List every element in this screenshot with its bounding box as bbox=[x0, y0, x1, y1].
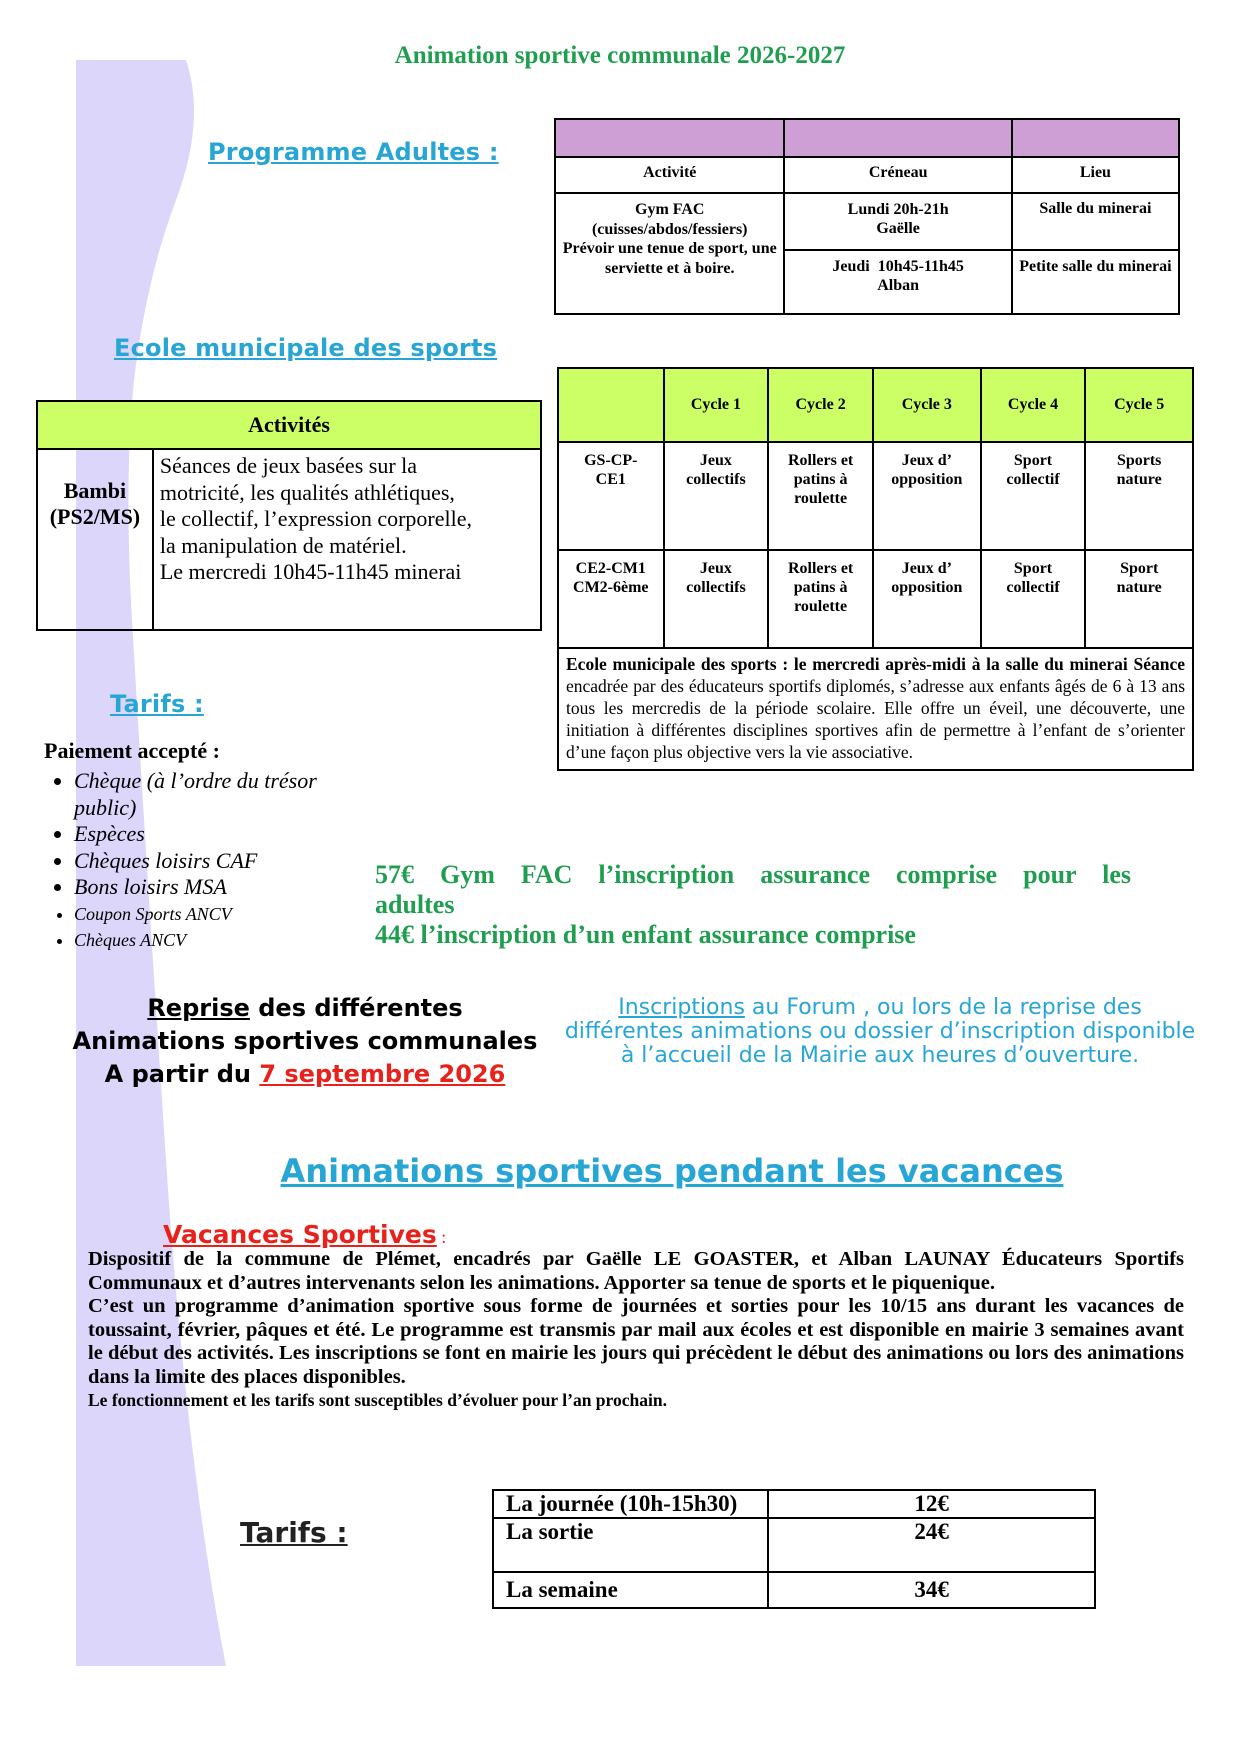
cycle-cell: Rollers et patins à roulette bbox=[768, 442, 873, 550]
tarif-label: La sortie bbox=[493, 1518, 768, 1572]
adults-slot-place: Salle du minerai bbox=[1012, 193, 1179, 250]
price-adult: 57€ Gym FAC l’inscription assurance comprise pour les bbox=[375, 860, 1131, 889]
adults-activity-detail: (cuisses/abdos/fessiers) bbox=[591, 220, 748, 238]
adults-table-color-row bbox=[555, 119, 1179, 157]
tarif-price: 12€ bbox=[768, 1490, 1095, 1518]
vacances-tarifs-table bbox=[492, 1489, 1096, 1609]
cycle-header: Cycle 1 bbox=[664, 368, 769, 442]
vacances-subtitle-text: Vacances Sportives bbox=[163, 1220, 437, 1249]
adults-heading: Programme Adultes : bbox=[208, 138, 499, 166]
activities-header: Activités bbox=[37, 401, 541, 449]
vacances-subtitle-colon: : bbox=[436, 1227, 447, 1247]
vacances-title: Animations sportives pendant les vacances bbox=[280, 1152, 1064, 1190]
tarif-row bbox=[493, 1518, 1095, 1572]
inscriptions-note bbox=[560, 996, 1200, 1068]
cycle-header: Cycle 4 bbox=[981, 368, 1086, 442]
payment-list bbox=[44, 738, 344, 954]
vacances-tarifs-label: Tarifs : bbox=[240, 1516, 348, 1549]
payment-method: • Espèces bbox=[74, 821, 344, 848]
resume-line2: Animations sportives communales bbox=[72, 1027, 538, 1055]
adults-slot-place: Petite salle du minerai bbox=[1012, 250, 1179, 314]
vacances-subtitle bbox=[163, 1220, 446, 1250]
cycle-header: Cycle 2 bbox=[768, 368, 873, 442]
cycles-corner bbox=[558, 368, 664, 442]
bambi-line: Le mercredi 10h45-11h45 minerai bbox=[159, 559, 462, 584]
cycle-cell: Sport collectif bbox=[981, 442, 1086, 550]
cycle-header: Cycle 5 bbox=[1085, 368, 1193, 442]
adults-table-row bbox=[555, 193, 1179, 250]
vacances-text bbox=[88, 1248, 1184, 1413]
payment-method: • Chèques ANCV bbox=[74, 927, 344, 954]
cycle-cell: Jeux collectifs bbox=[664, 550, 769, 648]
adults-slot-cell bbox=[784, 250, 1011, 314]
tarif-price: 24€ bbox=[768, 1518, 1095, 1572]
payment-method: • Chèque (à l’ordre du trésor public) bbox=[74, 768, 344, 821]
adults-table bbox=[554, 118, 1180, 315]
resume-word: Reprise bbox=[147, 994, 250, 1022]
cycles-row bbox=[558, 442, 1193, 550]
adults-header-creneau: Créneau bbox=[784, 157, 1011, 193]
tarif-row bbox=[493, 1490, 1095, 1518]
vacances-paragraph: C’est un programme d’animation sportive sous forme de journées et sorties pour les 10/15 ans durant les vacances de toussaint, février, pâques et été. Le programme est transmis par mail aux écoles et est disponible en mairie 3 semaines avant le début des activités. Les inscriptions se font en mairie les jours qui précèdent le début des animations ou lors des animations dans la limite des places disponibles. bbox=[88, 1295, 1184, 1388]
school-note-bold: Ecole municipale des sports : le mercredi après-midi à la salle du minerai Séance bbox=[566, 654, 1185, 674]
cycle-cell: Sport collectif bbox=[981, 550, 1086, 648]
resume-prefix: A partir du bbox=[104, 1060, 260, 1088]
adults-activity-name: Gym FAC bbox=[635, 201, 705, 218]
payment-label: Paiement accepté : bbox=[44, 738, 220, 763]
inscriptions-word: Inscriptions bbox=[618, 995, 745, 1020]
adults-table-header-row bbox=[555, 157, 1179, 193]
adults-slot-coach: Alban bbox=[877, 277, 920, 294]
bambi-label bbox=[37, 449, 153, 630]
cycle-cell: Jeux d’ opposition bbox=[873, 550, 981, 648]
activities-table bbox=[36, 400, 542, 631]
resume-block bbox=[60, 992, 550, 1091]
bambi-name: Bambi bbox=[63, 478, 127, 503]
cycles-row bbox=[558, 550, 1193, 648]
adults-activity-cell bbox=[555, 193, 784, 314]
adults-slot-time: Lundi 20h-21h bbox=[847, 201, 949, 218]
bambi-line: motricité, les qualités athlétiques, bbox=[159, 479, 455, 505]
price-child: 44€ l’inscription d’un enfant assurance comprise bbox=[375, 920, 916, 949]
adults-slot-cell bbox=[784, 193, 1011, 250]
cycle-header: Cycle 3 bbox=[873, 368, 981, 442]
cycle-cell: Sports nature bbox=[1085, 442, 1193, 550]
cycle-cell: Jeux collectifs bbox=[664, 442, 769, 550]
payment-method: • Chèques loisirs CAF bbox=[74, 848, 344, 875]
cycle-level: CE2-CM1 CM2-6ème bbox=[558, 550, 664, 648]
school-heading: Ecole municipale des sports bbox=[114, 334, 498, 362]
tarif-price: 34€ bbox=[768, 1572, 1095, 1608]
vacances-paragraph: Dispositif de la commune de Plémet, encadrés par Gaëlle LE GOASTER, et Alban LAUNAY Éducateurs Sportifs Communaux et d’autres intervenants selon les animations. Apporter sa tenue de sports et le piquenique. bbox=[88, 1248, 1184, 1294]
tarif-row bbox=[493, 1572, 1095, 1608]
tarifs-heading: Tarifs : bbox=[110, 690, 204, 718]
cycles-table bbox=[557, 367, 1194, 771]
bambi-line: Séances de jeux basées sur la bbox=[159, 453, 418, 478]
tarif-label: La semaine bbox=[493, 1572, 768, 1608]
cycle-cell: Rollers et patins à roulette bbox=[768, 550, 873, 648]
bambi-line: la manipulation de matériel. bbox=[159, 532, 407, 558]
adults-header-lieu: Lieu bbox=[1012, 157, 1179, 193]
payment-method: • Coupon Sports ANCV bbox=[74, 901, 344, 928]
school-note-text: encadrée par des éducateurs sportifs diplomés, s’adresse aux enfants âgés de 6 à 13 ans tous les mercredis de la période scolaire. Elle offre un éveil, une découverte, une initiation à différentes disciplines sportives afin de permettre à l’enfant de s’orienter d’une façon plus objective vers la vie associative. bbox=[566, 676, 1185, 762]
tarif-label: La journée (10h-15h30) bbox=[493, 1490, 768, 1518]
cycle-cell: Jeux d’ opposition bbox=[873, 442, 981, 550]
cycle-level: GS-CP- CE1 bbox=[558, 442, 664, 550]
adults-slot-time: Jeudi 10h45-11h45 bbox=[832, 258, 964, 275]
inscriptions-text: au Forum , ou lors de la reprise des différentes animations ou dossier d’inscription disponible à l’accueil de la Mairie aux heures d’ouverture. bbox=[564, 995, 1196, 1068]
adults-header-activite: Activité bbox=[555, 157, 784, 193]
adults-slot-coach: Gaëlle bbox=[876, 220, 920, 237]
page-title: Animation sportive communale 2026-2027 bbox=[394, 42, 846, 69]
prices-block bbox=[375, 860, 1131, 950]
resume-text: des différentes bbox=[249, 994, 463, 1022]
bambi-age: (PS2/MS) bbox=[49, 504, 141, 529]
vacances-paragraph: Le fonctionnement et les tarifs sont susceptibles d’évoluer pour l’an prochain. bbox=[88, 1390, 667, 1410]
bambi-line: le collectif, l’expression corporelle, bbox=[159, 506, 472, 531]
cycle-cell: Sport nature bbox=[1085, 550, 1193, 648]
school-note bbox=[558, 648, 1193, 770]
bambi-description bbox=[153, 449, 541, 630]
adults-activity-note: Prévoir une tenue de sport, une serviette et à boire. bbox=[562, 240, 777, 277]
cycles-header-row bbox=[558, 368, 1193, 442]
resume-date: 7 septembre 2026 bbox=[259, 1060, 506, 1088]
price-adult-end: adultes bbox=[375, 890, 455, 919]
payment-method: • Bons loisirs MSA bbox=[74, 874, 344, 901]
